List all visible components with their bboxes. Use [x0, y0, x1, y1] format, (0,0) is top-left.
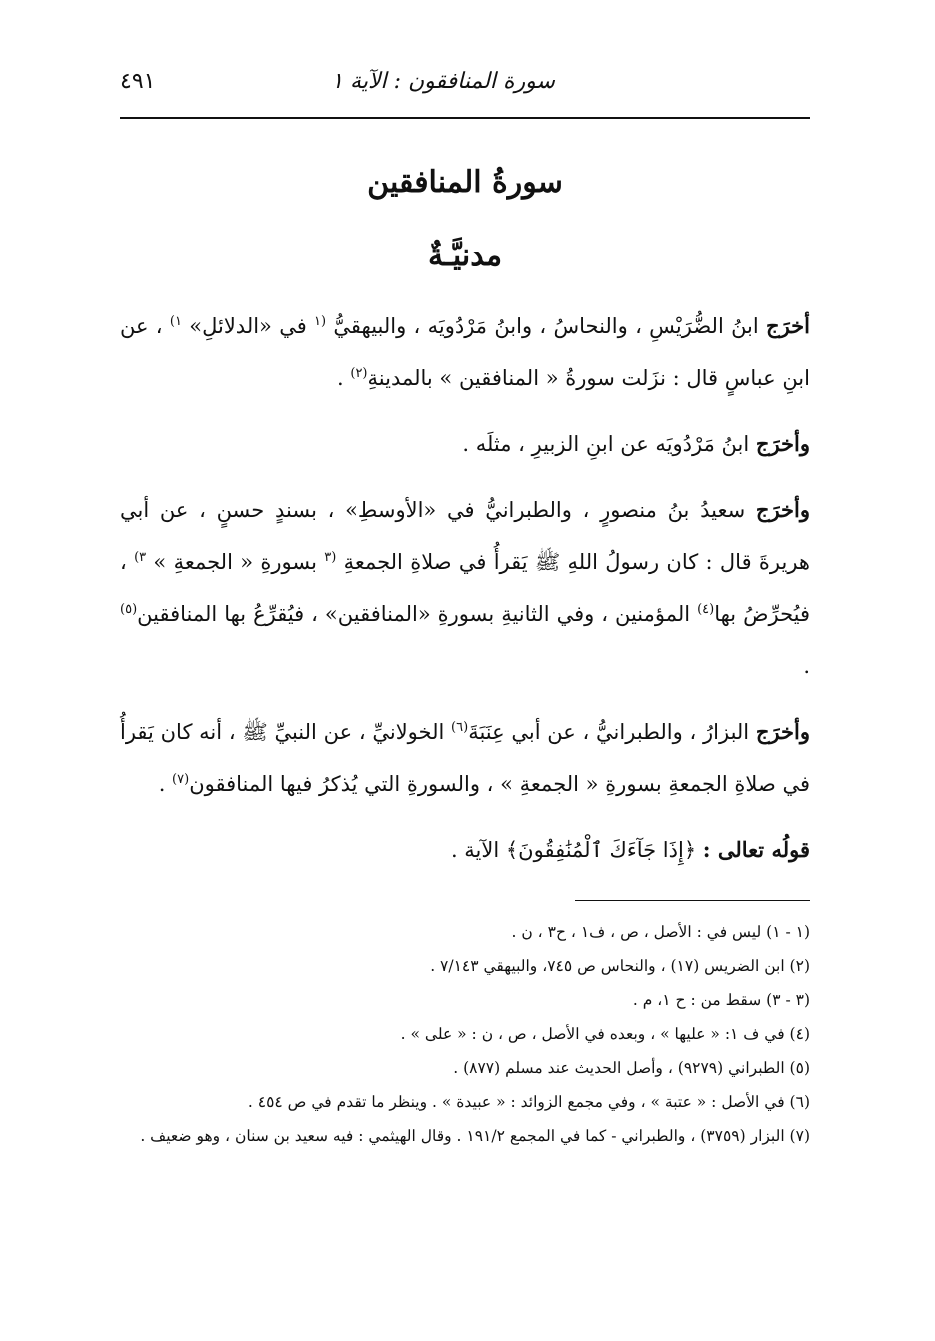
- paragraph-lead: وأخرَج: [755, 431, 810, 456]
- footnote-marker: ٣): [134, 550, 147, 565]
- paragraph-text: في «الدلائلِ»: [181, 314, 315, 338]
- footnote: (٧) البزار (٣٧٥٩) ، والطبراني - كما في المجمع ١٩١/٢ . وقال الهيثمي : فيه سعيد بن سنان ، وهو ضعيف .: [140, 1127, 810, 1145]
- running-title: سورة المنافقون : الآية ١: [331, 69, 555, 94]
- sura-title: سورةُ المنافقين: [367, 165, 563, 200]
- paragraph: [120, 706, 810, 810]
- paragraph-text: سعيدُ بنُ منصورٍ ، والطبرانيُّ في «الأوسطِ» ، بسندٍ حسنٍ ، عن أبي هريرةَ قال : كان رسولُ اللهِ ﷺ يَقرأُ في صلاةِ الجمعةِ: [120, 498, 810, 574]
- footnote-marker: (٢): [350, 366, 368, 381]
- footnote-marker: (٤): [697, 602, 715, 617]
- page-number: ٤٩١: [120, 69, 156, 94]
- footnote-marker: (٦): [451, 720, 469, 735]
- paragraph: [120, 418, 810, 470]
- paragraph-text: ﴿إِذَا جَآءَكَ ٱلْمُنَٰفِقُونَ﴾ الآية .: [450, 838, 703, 862]
- paragraph: [120, 824, 810, 876]
- paragraph: [120, 300, 810, 404]
- footnote-marker: ١): [169, 314, 182, 329]
- paragraph-text: ، فيُحرِّضُ بها: [120, 550, 810, 626]
- running-header: [120, 55, 810, 115]
- paragraph-lead: وأخرَج: [755, 719, 810, 744]
- footnote: (١ - ١) ليس في : الأصل ، ص ، ف١ ، ح٣ ، ن .: [511, 923, 810, 941]
- body-text: [120, 300, 810, 890]
- footnote: (٥) الطبراني (٩٢٧٩) ، وأصل الحديث عند مسلم (٨٧٧) .: [453, 1059, 810, 1077]
- paragraph-lead: أخرَج: [766, 313, 810, 338]
- book-page: [120, 55, 810, 1285]
- paragraph-text: ابنُ مَرْدُويَه عن ابنِ الزبيرِ ، مثلَه .: [462, 432, 756, 456]
- footnote: (٦) في الأصل : « عتبة » ، وفي مجمع الزوائد : « عبيدة » . وينظر ما تقدم في ص ٤٥٤ .: [247, 1093, 810, 1111]
- paragraph-text: ، عن ابنِ عباسٍ قال : نزَلت سورةُ « المنافقين » بالمدينةِ: [120, 314, 810, 390]
- sura-subtitle: مدنيَّـةٌ: [427, 238, 503, 273]
- footnote-marker: (٣: [324, 550, 337, 565]
- paragraph-text: ابنُ الضُّرَيْسِ ، والنحاسُ ، وابنُ مَرْدُويَه ، والبيهقيُّ: [326, 314, 767, 338]
- footnote-marker: (٧): [172, 772, 190, 787]
- header-rule: [120, 117, 810, 119]
- paragraph-text: .: [337, 366, 351, 390]
- footnote: (٤) في ف ١: « عليها » ، وبعده في الأصل ، ص ، ن : « على » .: [400, 1025, 810, 1043]
- footnote: (٣ - ٣) سقط من : ح ١، م .: [632, 991, 810, 1009]
- footnote-marker: (١: [314, 314, 327, 329]
- paragraph-text: بسورةِ « الجمعةِ »: [146, 550, 325, 574]
- footnote-rule: [575, 900, 810, 901]
- footnote: (٢) ابن الضريس (١٧) ، والنحاس ص ٧٤٥، والبيهقي ٧/١٤٣ .: [430, 957, 810, 975]
- paragraph-lead: قولُه تعالى :: [702, 837, 810, 862]
- paragraph-text: .: [158, 772, 173, 796]
- paragraph-text: الخولانيِّ ، عن النبيِّ ﷺ ، أنه كان يَقرأُ في صلاةِ الجمعةِ بسورةِ « الجمعةِ » ، والسورةِ التي يُذكرُ فيها المنافقون: [120, 720, 810, 796]
- paragraph: [120, 484, 810, 692]
- paragraph-text: المؤمنين ، وفي الثانيةِ بسورةِ «المنافقين» ، فيُقرِّعُ بها المنافقين: [137, 602, 698, 626]
- paragraph-lead: وأخرَج: [755, 497, 810, 522]
- footnote-marker: (٥): [120, 602, 138, 617]
- footnotes: [120, 915, 810, 1153]
- paragraph-text: البزارُ ، والطبرانيُّ ، عن أبي عِنَبَةَ: [468, 720, 756, 744]
- paragraph-text: .: [803, 654, 810, 678]
